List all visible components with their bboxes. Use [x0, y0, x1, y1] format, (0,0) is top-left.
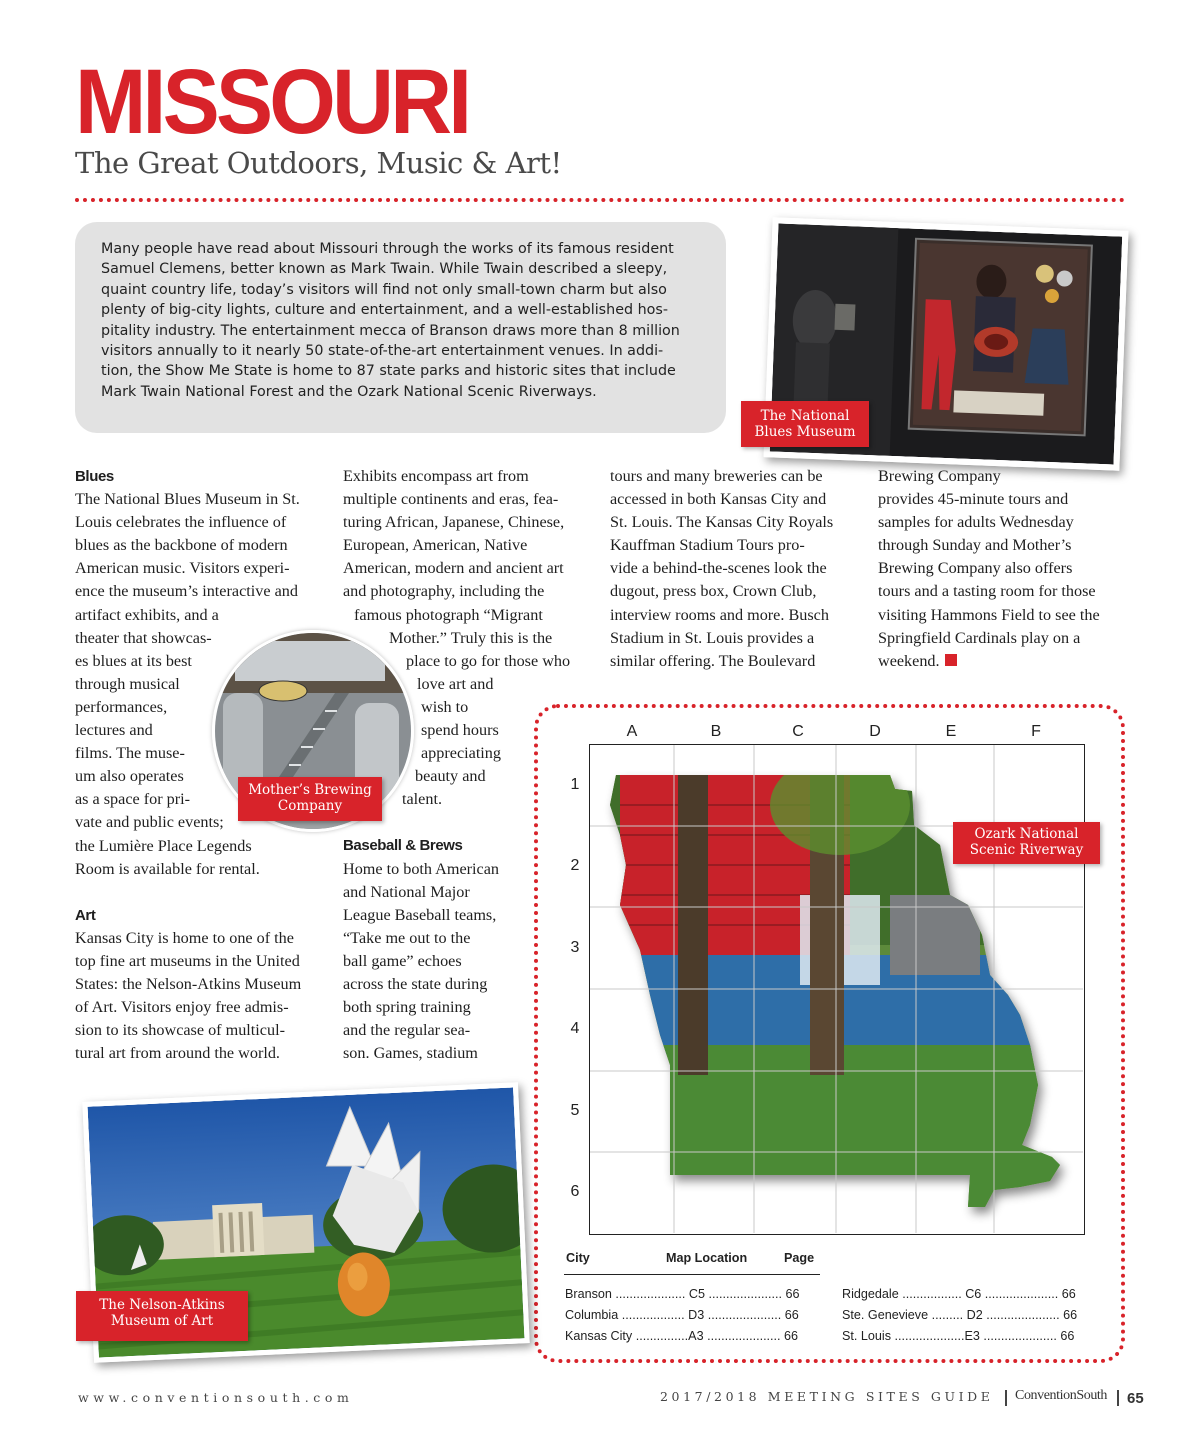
text-line: “Take me out to the	[343, 928, 471, 947]
text-line: through Sunday and Mother’s	[878, 536, 1072, 555]
column-3	[610, 465, 865, 673]
text-line: through musical	[75, 674, 180, 693]
footer-separator	[1005, 1390, 1007, 1406]
intro-line: tion, the Show Me State is home to 87 state parks and historic sites that include	[101, 363, 676, 380]
caption-line: The Nelson-Atkins	[99, 1297, 225, 1313]
text-line: Stadium in St. Louis provides a	[610, 628, 815, 647]
dotted-divider	[75, 198, 1125, 202]
text-line: American, modern and ancient art	[343, 559, 564, 578]
text-line: accessed in both Kansas City and	[610, 490, 827, 509]
heading-blues: Blues	[75, 468, 114, 485]
grid-column-label: B	[710, 723, 722, 740]
text-line: tours and many breweries can be	[610, 467, 823, 485]
caption-ozark-riverway	[953, 822, 1100, 864]
grid-column-label: D	[869, 723, 881, 740]
text-line: ence the museum’s interactive and	[75, 582, 298, 601]
text-line: across the state during	[343, 974, 488, 993]
caption-line: Mother’s Brewing	[248, 782, 372, 798]
table-row: St. Louis ....................E3 ..................... 66	[842, 1329, 1075, 1343]
table-row: Ridgedale ................. C6 ..................... 66	[842, 1287, 1076, 1301]
text-line: and photography, including the	[343, 582, 545, 601]
table-header-location: Map Location	[666, 1251, 748, 1265]
footer-website: www.conventionsouth.com	[78, 1390, 354, 1405]
text-line: lectures and	[75, 721, 153, 740]
caption-line: Company	[277, 798, 343, 814]
heading-baseball: Baseball & Brews	[343, 837, 463, 855]
text-line-end: weekend.	[878, 651, 940, 670]
text-line: similar offering. The Boulevard	[610, 651, 816, 670]
intro-line: plenty of big-city lights, culture and entertainment, and a well-established hos-	[101, 302, 669, 319]
text-line: multiple continents and eras, fea-	[343, 490, 559, 509]
text-line: sion to its showcase of multicul-	[75, 1021, 285, 1040]
text-line: Brewing Company also offers	[878, 559, 1073, 578]
text-line: spend hours	[421, 721, 499, 740]
text-line: States: the Nelson-Atkins Museum	[75, 974, 302, 993]
caption-brewing-company	[238, 777, 382, 821]
text-line: Springfield Cardinals play on a	[878, 628, 1081, 647]
intro-box	[75, 222, 726, 433]
table-header-city: City	[566, 1251, 590, 1265]
text-line: visiting Hammons Field to see the	[878, 605, 1100, 624]
intro-line: Mark Twain National Forest and the Ozark National Scenic Riverways.	[101, 383, 597, 400]
grid-row-label: 4	[570, 1020, 580, 1037]
text-line: tural art from around the world.	[75, 1044, 280, 1063]
footer-brand: ConventionSouth	[1015, 1388, 1108, 1403]
text-line: famous photograph “Migrant	[354, 605, 543, 624]
end-mark-icon	[945, 654, 957, 666]
grid-row-label: 1	[570, 776, 580, 793]
grid-column-label: F	[1031, 723, 1041, 740]
text-line: top fine art museums in the United	[75, 951, 300, 970]
text-line: Kauffman Stadium Tours pro-	[610, 536, 805, 555]
grid-column-label: A	[626, 723, 638, 740]
text-line: interview rooms and more. Busch	[610, 605, 829, 624]
text-line: of Art. Visitors enjoy free admis-	[75, 998, 289, 1017]
text-line: Kansas City is home to one of the	[75, 928, 294, 947]
caption-line: Blues Museum	[754, 424, 856, 440]
caption-line: Ozark National	[974, 826, 1079, 842]
text-line: films. The muse-	[75, 744, 185, 763]
city-list-left	[565, 1287, 819, 1350]
column-4	[878, 465, 1128, 673]
text-line: talent.	[402, 790, 443, 809]
text-line: performances,	[75, 697, 168, 716]
page-subtitle: The Great Outdoors, Music & Art!	[75, 146, 562, 180]
text-line: Brewing Company	[878, 467, 1001, 485]
text-line: League Baseball teams,	[343, 905, 497, 924]
footer-separator	[1117, 1390, 1119, 1406]
text-line: appreciating	[421, 744, 501, 763]
text-line: American music. Visitors experi-	[75, 559, 290, 578]
heading-art: Art	[75, 906, 96, 924]
text-line: vide a behind-the-scenes look the	[610, 559, 827, 578]
text-line: European, American, Native	[343, 536, 528, 555]
text-line: The National Blues Museum in St.	[75, 490, 300, 509]
intro-line: pitality industry. The entertainment mecca of Branson draws more than 8 million	[101, 322, 680, 339]
text-line: son. Games, stadium	[343, 1044, 478, 1063]
text-line: Louis celebrates the influence of	[75, 513, 287, 532]
grid-column-label: E	[945, 723, 957, 740]
text-line: the Lumière Place Legends	[75, 836, 252, 855]
table-header-page: Page	[784, 1251, 815, 1265]
text-line: provides 45-minute tours and	[878, 490, 1069, 509]
text-line: dugout, press box, Crown Club,	[610, 582, 817, 601]
text-line: Home to both American	[343, 859, 499, 878]
page-title: MISSOURI	[75, 51, 469, 153]
text-line: tours and a tasting room for those	[878, 582, 1096, 601]
text-line: artifact exhibits, and a	[75, 605, 219, 624]
text-line: theater that showcas-	[75, 628, 212, 647]
text-line: wish to	[421, 697, 469, 716]
text-line: beauty and	[415, 767, 486, 786]
map-grid	[589, 744, 1085, 1235]
footer-guide-title: 2017/2018 MEETING SITES GUIDE	[660, 1389, 994, 1404]
grid-row-label: 3	[570, 939, 580, 956]
caption-line: Scenic Riverway	[969, 842, 1084, 858]
grid-row-label: 5	[570, 1102, 580, 1119]
table-rule	[564, 1274, 820, 1275]
text-line: vate and public events;	[75, 813, 224, 832]
text-line: St. Louis. The Kansas City Royals	[610, 513, 834, 532]
table-row: Ste. Genevieve ......... D2 ..................... 66	[842, 1308, 1078, 1322]
text-line: place to go for those who	[406, 651, 571, 670]
text-line: blues as the backbone of modern	[75, 536, 288, 555]
text-line: Exhibits encompass art from	[343, 467, 529, 485]
text-line: and National Major	[343, 882, 470, 901]
text-line: love art and	[417, 674, 494, 693]
text-line: um also operates	[75, 767, 184, 786]
caption-nelson-atkins	[76, 1291, 248, 1341]
text-line: samples for adults Wednesday	[878, 513, 1074, 532]
table-row: Columbia .................. D3 ..................... 66	[565, 1308, 799, 1322]
text-line: Room is available for rental.	[75, 859, 260, 878]
intro-line: Samuel Clemens, better known as Mark Twain. While Twain described a sleepy,	[101, 261, 668, 278]
caption-line: The National	[760, 408, 850, 424]
text-line: Mother.” Truly this is the	[389, 628, 553, 647]
text-line: as a space for pri-	[75, 790, 191, 809]
missouri-map	[590, 745, 1083, 1233]
text-line: both spring training	[343, 998, 471, 1017]
grid-row-label: 6	[570, 1183, 580, 1200]
intro-line: Many people have read about Missouri through the works of its famous resident	[101, 241, 674, 257]
caption-blues-museum	[741, 401, 869, 447]
table-row: Kansas City ...............A3 ..................... 66	[565, 1329, 799, 1343]
intro-line: visitors annually to it nearly 50 state-of-the-art entertainment venues. In addi-	[101, 343, 664, 360]
intro-line: quaint country life, today’s visitors will find not only small-town charm but also	[101, 281, 667, 298]
text-line: ball game” echoes	[343, 951, 462, 970]
text-line: and the regular sea-	[343, 1021, 471, 1040]
text-line	[878, 650, 1128, 673]
caption-line: Museum of Art	[110, 1313, 214, 1329]
grid-row-label: 2	[570, 857, 580, 874]
text-line: es blues at its best	[75, 651, 192, 670]
table-row: Branson .................... C5 ..................... 66	[565, 1287, 800, 1301]
grid-column-label: C	[792, 723, 804, 740]
text-line: turing African, Japanese, Chinese,	[343, 513, 565, 532]
page-number: 65	[1127, 1390, 1144, 1407]
city-list-right	[842, 1287, 1096, 1350]
